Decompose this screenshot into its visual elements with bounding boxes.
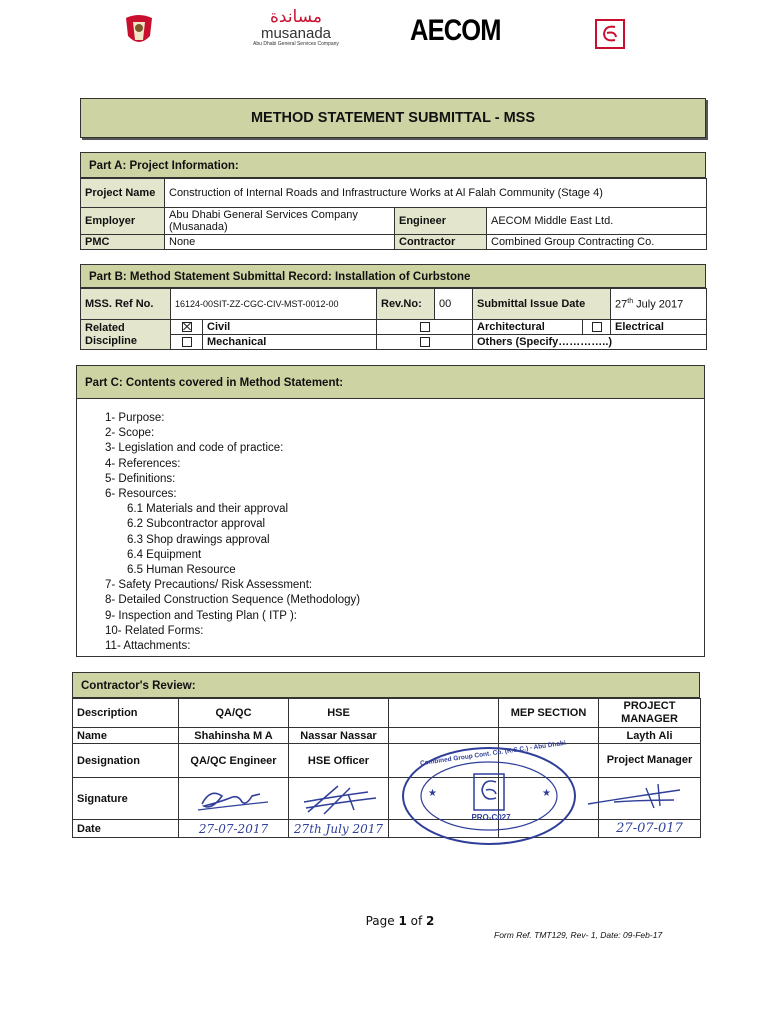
list-item: 9- Inspection and Testing Plan ( ITP ):: [105, 609, 297, 622]
list-subitem: 6.3 Shop drawings approval: [127, 533, 270, 546]
issue-date-month-year: July 2017: [633, 298, 684, 311]
part-a-header: [80, 152, 706, 178]
list-item: 2- Scope:: [105, 427, 155, 440]
list-item: 5- Definitions:: [105, 472, 176, 485]
cgc-logo: [595, 19, 625, 49]
stamp-company-text: Combined Group Cont. Co. (K.S.C.) - Abu Dhabi: [419, 739, 567, 768]
electrical-checkbox-cell[interactable]: [583, 320, 611, 335]
designation-qaqc: QA/QC Engineer: [179, 744, 289, 778]
part-c-header: [76, 365, 705, 399]
others-checkbox-cell[interactable]: [377, 335, 473, 350]
svg-text:★: ★: [542, 788, 551, 799]
date-pm: 27-07-017: [599, 820, 701, 838]
musanada-subtitle: Abu Dhabi General Services Company: [253, 41, 339, 47]
list-item: 7- Safety Precautions/ Risk Assessment:: [105, 579, 313, 592]
contractor-review-header: [72, 672, 700, 698]
civil-checkbox-checked[interactable]: [182, 322, 192, 332]
page-of: of: [406, 914, 427, 928]
hse-header: HSE: [289, 699, 389, 728]
stamp-code: PRO-C027: [471, 813, 511, 822]
description-header: Description: [73, 699, 179, 728]
part-a-title: Part A: Project Information:: [89, 160, 239, 172]
civil-checkbox-cell[interactable]: [171, 320, 203, 335]
abu-dhabi-emblem-logo: [124, 14, 154, 50]
mechanical-checkbox[interactable]: [182, 337, 192, 347]
mss-ref-value: 16124-00SIT-ZZ-CGC-CIV-MST-0012-00: [171, 289, 377, 320]
list-item: 3- Legislation and code of practice:: [105, 442, 284, 455]
list-item: 1- Purpose:: [105, 412, 165, 424]
engineer-value: AECOM Middle East Ltd.: [487, 208, 707, 235]
mep-section-header: MEP SECTION: [499, 699, 599, 728]
mechanical-checkbox-cell[interactable]: [171, 335, 203, 350]
rev-value: 00: [435, 289, 473, 320]
aecom-logo: AECOM: [410, 14, 501, 47]
architectural-checkbox-cell[interactable]: [377, 320, 473, 335]
list-subitem: 6.2 Subcontractor approval: [127, 518, 266, 531]
pmc-label: PMC: [81, 235, 165, 250]
name-label: Name: [73, 728, 179, 744]
designation-label: Designation: [73, 744, 179, 778]
signature-pm: [584, 780, 694, 814]
list-item: 6- Resources:: [105, 488, 177, 501]
mss-ref-label: MSS. Ref No.: [81, 289, 171, 320]
contractor-review-title: Contractor's Review:: [81, 680, 196, 692]
name-blank: [389, 728, 499, 744]
date-hse: 27th July 2017: [289, 820, 389, 838]
contents-list: [77, 399, 704, 654]
list-subitem: 6.4 Equipment: [127, 548, 202, 561]
name-qaqc: Shahinsha M A: [179, 728, 289, 744]
signature-label: Signature: [73, 778, 179, 820]
list-item: 10- Related Forms:: [105, 624, 204, 637]
electrical-label: Electrical: [611, 320, 707, 335]
submittal-record-table: [80, 288, 707, 350]
issue-date-suffix: th: [627, 297, 634, 305]
issue-date-label: Submittal Issue Date: [473, 289, 611, 320]
designation-hse: HSE Officer: [289, 744, 389, 778]
architectural-label: Architectural: [473, 320, 583, 335]
page-current: 1: [398, 914, 407, 928]
designation-pm: Project Manager: [599, 744, 701, 778]
electrical-checkbox[interactable]: [592, 322, 602, 332]
date-qaqc: 27-07-2017: [179, 820, 289, 838]
issue-date-value: [611, 289, 707, 320]
list-subitem: 6.5 Human Resource: [127, 564, 236, 577]
engineer-label: Engineer: [395, 208, 487, 235]
contractor-label: Contractor: [395, 235, 487, 250]
form-reference: Form Ref. TMT129, Rev- 1, Date: 09-Feb-17: [494, 930, 663, 940]
signature-qaqc: [190, 782, 280, 818]
blank-header: [389, 699, 499, 728]
project-info-table: [80, 178, 707, 250]
document-title: METHOD STATEMENT SUBMITTAL - MSS: [250, 110, 536, 126]
page-total: 2: [426, 914, 435, 928]
document-title-bar: [80, 98, 706, 138]
project-name-label: Project Name: [81, 179, 165, 208]
musanada-logo: [246, 8, 346, 54]
architectural-checkbox[interactable]: [420, 322, 430, 332]
list-subitem: 6.1 Materials and their approval: [127, 503, 289, 516]
project-manager-header: PROJECT MANAGER: [599, 699, 701, 728]
date-label: Date: [73, 820, 179, 838]
name-pm: Layth Ali: [599, 728, 701, 744]
part-b-header: [80, 264, 706, 288]
musanada-name: musanada: [260, 25, 332, 42]
project-name-value: Construction of Internal Roads and Infrastructure Works at Al Falah Community (Stage 4): [165, 179, 707, 208]
others-label: Others (Specify…………..): [473, 335, 707, 350]
signature-hse: [298, 780, 382, 820]
contractor-value: Combined Group Contracting Co.: [487, 235, 707, 250]
pmc-value: None: [165, 235, 395, 250]
mechanical-label: Mechanical: [203, 335, 377, 350]
list-item: 8- Detailed Construction Sequence (Methodology): [105, 594, 361, 607]
list-item: 4- References:: [105, 457, 181, 470]
page-prefix: Page: [365, 914, 399, 928]
qaqc-header: QA/QC: [179, 699, 289, 728]
svg-text:★: ★: [428, 788, 437, 799]
name-hse: Nassar Nassar: [289, 728, 389, 744]
page-number: [340, 914, 460, 928]
musanada-arabic: مساندة: [269, 7, 322, 27]
part-c-title: Part C: Contents covered in Method Statement:: [85, 377, 344, 389]
part-c-contents-box: [76, 399, 705, 657]
issue-date-day: 27: [615, 298, 628, 311]
related-discipline-label: Related Discipline: [81, 320, 171, 350]
rev-label: Rev.No:: [377, 289, 435, 320]
list-item: 11- Attachments:: [105, 640, 191, 653]
civil-label: Civil: [203, 320, 377, 335]
contractor-review-table: [72, 698, 701, 838]
others-checkbox[interactable]: [420, 337, 430, 347]
part-b-title: Part B: Method Statement Submittal Record: Installation of Curbstone: [89, 271, 471, 283]
employer-value: Abu Dhabi General Services Company (Musanada): [165, 208, 395, 235]
employer-label: Employer: [81, 208, 165, 235]
